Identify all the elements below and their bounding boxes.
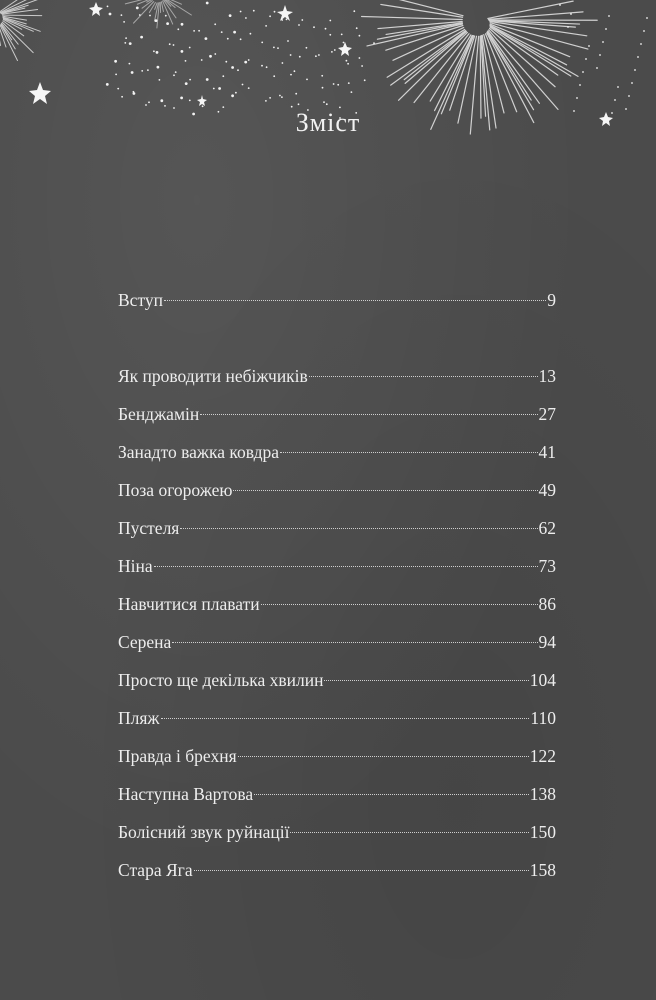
sparkle-dot (306, 47, 308, 49)
firework-burst-left-icon (0, 0, 44, 63)
dot-leader (290, 831, 528, 833)
sparkle-dot (364, 79, 366, 81)
sparkle-dot (643, 30, 645, 32)
dot-leader (154, 565, 538, 567)
sparkle-dot (646, 17, 648, 19)
toc-entry-title: Поза огорожею (118, 480, 233, 500)
sparkle-dot (225, 61, 227, 63)
toc-entry (118, 818, 556, 856)
sparkle-dot (351, 91, 353, 93)
sparkle-dot (229, 14, 232, 17)
toc-entry-title: Серена (118, 632, 172, 652)
sparkle-dot (269, 15, 271, 17)
sparkle-dot (318, 54, 320, 56)
dot-leader (180, 527, 537, 529)
sparkle-dot (214, 23, 216, 25)
sparkle-dot (277, 47, 279, 49)
sparkle-dot (290, 54, 292, 56)
sparkle-dot (353, 10, 355, 12)
dot-leader (261, 603, 538, 605)
sparkle-dot (240, 11, 242, 13)
sparkle-dot (177, 28, 179, 30)
toc-entry-page: 62 (538, 518, 556, 538)
toc-entry-page: 9 (547, 290, 556, 310)
sparkle-dot (242, 84, 244, 86)
sparkle-dot (605, 28, 607, 30)
toc-entry-page: 158 (529, 860, 556, 880)
toc-entry-title: Ніна (118, 556, 153, 576)
toc-entry-title: Як проводити небіжчиків (118, 366, 308, 386)
sparkle-dot (185, 60, 187, 62)
sparkle-dot (160, 99, 163, 102)
toc-entry-page: 27 (538, 404, 556, 424)
sparkle-dot (202, 105, 204, 107)
dot-leader (233, 489, 537, 491)
toc-entry-page: 49 (538, 480, 556, 500)
sparkle-dot (201, 59, 203, 61)
sparkle-dot (640, 43, 642, 45)
sparkle-dot (169, 43, 171, 45)
sparkle-dot (373, 42, 375, 44)
sparkle-dot (570, 13, 572, 15)
sparkle-dot (206, 78, 209, 81)
toc-entry-title: Вступ (118, 290, 163, 310)
sparkle-dot (628, 95, 630, 97)
sparkle-dot (261, 42, 263, 44)
sparkle-dot (231, 94, 234, 97)
sparkle-dot (346, 60, 348, 62)
sparkle-dot (173, 44, 175, 46)
sparkle-dot (359, 35, 361, 37)
sparkle-dot (359, 57, 361, 59)
sparkle-dot (329, 34, 331, 36)
sparkle-dot (273, 75, 275, 77)
sparkle-dot (115, 74, 117, 76)
sparkle-dot (588, 45, 590, 47)
sparkle-dot (139, 14, 141, 16)
sparkle-dot (155, 19, 158, 22)
sparkle-dot (579, 84, 581, 86)
sparkle-dot (322, 87, 324, 89)
sparkle-dot (299, 56, 301, 58)
sparkle-dot (153, 50, 155, 52)
sparkle-dot (637, 56, 639, 58)
sparkle-dot (261, 65, 263, 67)
sparkle-dot (567, 26, 569, 28)
sparkle-dot (306, 79, 308, 81)
sparkle-dot (295, 93, 297, 95)
sparkle-dot (348, 82, 350, 84)
sparkle-dot (608, 15, 610, 17)
sparkle-dot (298, 24, 300, 26)
sparkle-dot (125, 37, 127, 39)
toc-entry (118, 362, 556, 400)
sparkle-dot (321, 75, 323, 77)
table-of-contents (118, 286, 556, 894)
sparkle-dot (576, 97, 578, 99)
page-title: Зміст (295, 108, 361, 137)
dot-leader (254, 793, 529, 795)
sparkle-dot (206, 2, 209, 5)
sparkle-dot (121, 14, 123, 16)
dot-leader (309, 375, 538, 377)
toc-entry (118, 666, 556, 704)
sparkle-dot (287, 40, 289, 42)
sparkle-dot (240, 38, 242, 40)
sparkle-dot (133, 91, 135, 93)
star-icon (338, 42, 352, 56)
toc-entry (118, 742, 556, 780)
sparkle-dot (559, 4, 561, 6)
toc-entry-title: Стара Яга (118, 860, 193, 880)
sparkle-dot (273, 47, 275, 49)
dot-leader (280, 451, 538, 453)
sparkle-dot (173, 74, 175, 76)
sparkle-dot (141, 70, 143, 72)
sparkle-dot (227, 38, 229, 40)
sparkle-dot (221, 31, 223, 33)
sparkle-dot (614, 99, 616, 101)
toc-entry-title: Просто ще декілька хвилин (118, 670, 324, 690)
toc-entry (118, 628, 556, 666)
toc-entry-title: Бенджамін (118, 404, 200, 424)
star-dots-icon (106, 2, 648, 119)
star-icon (29, 82, 51, 104)
star-icon (89, 2, 103, 16)
sparkle-dot (235, 92, 237, 94)
sparkle-dot (189, 47, 191, 49)
sparkle-dot (333, 83, 335, 85)
toc-entry (118, 286, 556, 324)
sparkle-dot (157, 66, 160, 69)
sparkle-dot (231, 66, 234, 69)
sparkle-dot (341, 34, 343, 36)
sparkle-dot (248, 59, 250, 61)
sparkle-dot (631, 82, 633, 84)
sparkle-dot (185, 82, 188, 85)
sparkle-dot (214, 53, 216, 55)
sparkle-dot (189, 100, 191, 102)
sparkle-dot (248, 87, 250, 89)
sparkle-dot (245, 17, 247, 19)
toc-entry-page: 110 (530, 708, 556, 728)
dot-leader (324, 679, 528, 681)
sparkle-dot (136, 7, 139, 10)
toc-entry (118, 590, 556, 628)
sparkle-dot (148, 101, 150, 103)
sparkle-dot (237, 69, 239, 71)
toc-entry (118, 704, 556, 742)
sparkle-dot (166, 22, 169, 25)
sparkle-dot (323, 101, 325, 103)
sparkle-dot (356, 27, 358, 29)
sparkle-dot (315, 55, 317, 57)
sparkle-dot (325, 28, 327, 30)
sparkle-dot (114, 60, 117, 63)
sparkle-dot (266, 66, 268, 68)
sparkle-dot (634, 69, 636, 71)
sparkle-dot (123, 21, 125, 23)
star-icon (277, 5, 293, 21)
toc-entry-page: 138 (529, 784, 556, 804)
sparkle-dot (279, 95, 281, 97)
dot-leader (194, 869, 529, 871)
sparkle-dot (106, 83, 109, 86)
dot-leader (200, 413, 537, 415)
sparkle-dot (159, 79, 161, 81)
sparkle-dot (582, 71, 584, 73)
sparkle-dot (331, 51, 333, 53)
toc-entry (118, 514, 556, 552)
sparkle-dot (213, 88, 215, 90)
sparkle-dot (189, 79, 191, 81)
sparkle-dot (180, 97, 183, 100)
sparkle-dot (109, 13, 112, 16)
sparkle-dot (175, 71, 177, 73)
toc-entry-page: 41 (538, 442, 556, 462)
sparkle-dot (209, 55, 212, 58)
toc-entry-title: Пустеля (118, 518, 180, 538)
sparkle-dot (218, 87, 221, 90)
sparkle-dot (205, 37, 208, 40)
toc-entry-page: 94 (538, 632, 556, 652)
sparkle-dot (274, 11, 276, 13)
sparkle-dot (124, 42, 126, 44)
toc-entry-title: Наступна Вартова (118, 784, 254, 804)
dot-leader (238, 755, 529, 757)
toc-entry-title: Пляж (118, 708, 160, 728)
sparkle-dot (298, 103, 300, 105)
toc-entry-title: Правда і брехня (118, 746, 237, 766)
sparkle-dot (181, 23, 184, 26)
sparkle-dot (326, 103, 328, 105)
sparkle-dot (164, 105, 166, 107)
sparkle-dot (337, 84, 339, 86)
toc-entry (118, 552, 556, 590)
dot-leader (161, 717, 530, 719)
sparkle-dot (107, 6, 109, 8)
sparkle-dot (222, 75, 224, 77)
sparkle-dot (596, 67, 598, 69)
sparkle-dot (585, 58, 587, 60)
sparkle-dot (253, 10, 255, 12)
sparkle-dot (347, 63, 349, 65)
sparkle-dot (129, 42, 132, 45)
toc-entry (118, 438, 556, 476)
sparkle-dot (599, 54, 601, 56)
toc-entry-page: 86 (538, 594, 556, 614)
toc-entry-title: Болісний звук руйнації (118, 822, 290, 842)
sparkle-dot (129, 63, 131, 65)
sparkle-dot (282, 62, 284, 64)
sparkle-dot (140, 36, 143, 39)
sparkle-dot (233, 31, 236, 34)
sparkle-dot (193, 30, 195, 32)
sparkle-dot (313, 26, 315, 28)
toc-entry (118, 856, 556, 894)
sparkle-dot (145, 104, 147, 106)
sparkle-dot (290, 74, 292, 76)
toc-entry (118, 400, 556, 438)
sparkle-dot (117, 88, 119, 90)
sparkle-dot (602, 41, 604, 43)
sparkle-dot (294, 70, 296, 72)
sparkle-dot (269, 97, 271, 99)
sparkle-dot (301, 19, 303, 21)
sparkle-dot (250, 33, 252, 35)
toc-entry-page: 150 (529, 822, 556, 842)
sparkle-dot (617, 86, 619, 88)
sparkle-dot (329, 20, 331, 22)
toc-entry (118, 780, 556, 818)
sparkle-dot (147, 69, 149, 71)
sparkle-dot (131, 71, 134, 74)
sparkle-dot (149, 15, 151, 17)
toc-entry (118, 476, 556, 514)
sparkle-dot (334, 49, 336, 51)
dot-leader (164, 299, 546, 301)
sparkle-dot (121, 96, 123, 98)
toc-entry-page: 104 (529, 670, 556, 690)
sparkle-dot (156, 51, 159, 54)
toc-entry-page: 122 (529, 746, 556, 766)
toc-entry-title: Навчитися плавати (118, 594, 260, 614)
toc-entry-page: 13 (538, 366, 556, 386)
sparkle-dot (343, 42, 345, 44)
sparkle-dot (265, 25, 267, 27)
star-icon (197, 95, 207, 106)
sparkle-dot (286, 19, 288, 21)
dot-leader (172, 641, 537, 643)
sparkle-dot (361, 65, 363, 67)
sparkle-dot (265, 100, 267, 102)
toc-entry-page: 73 (538, 556, 556, 576)
sparkle-dot (165, 15, 167, 17)
sparkle-dot (244, 61, 247, 64)
sparkle-dot (198, 30, 200, 32)
sparkle-dot (181, 50, 184, 53)
toc-entry-title: Занадто важка ковдра (118, 442, 279, 462)
sparkle-dot (281, 96, 283, 98)
